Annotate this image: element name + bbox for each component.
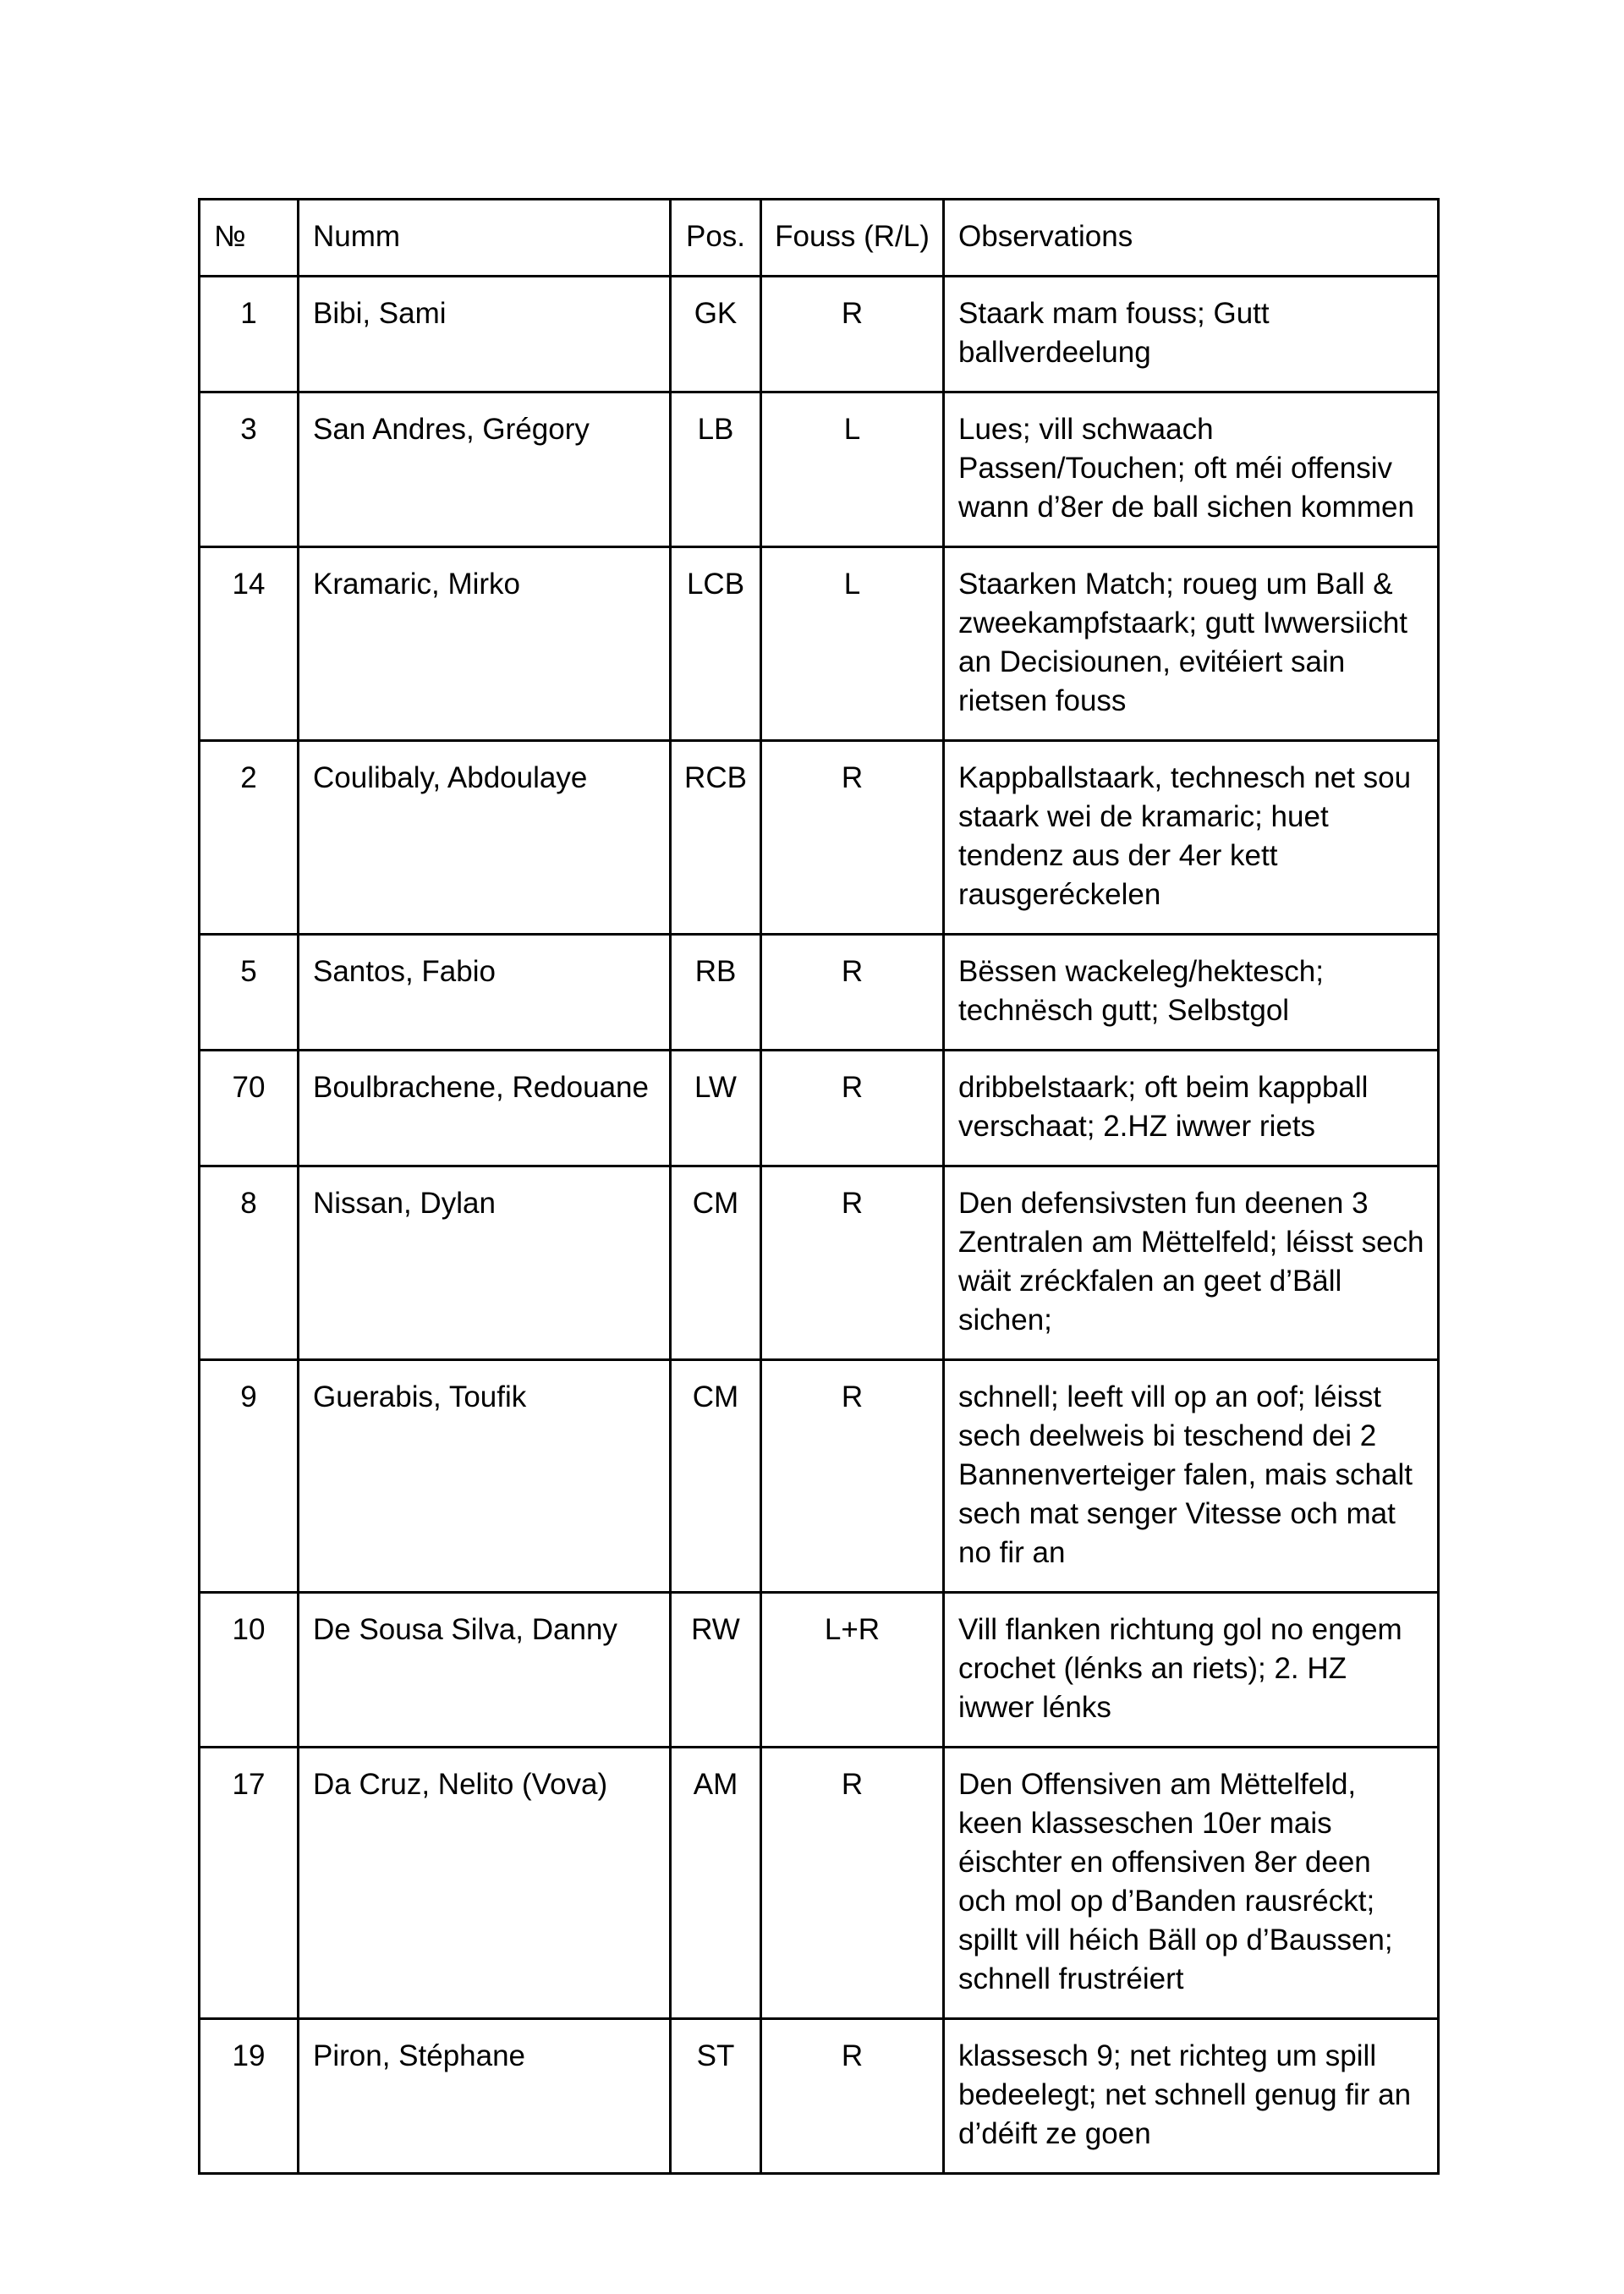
table-row bbox=[200, 1051, 1439, 1166]
cell-name: Kramaric, Mirko bbox=[299, 547, 671, 741]
cell-observations: dribbelstaark; oft beim kappball verschaat; 2.HZ iwwer riets bbox=[944, 1051, 1439, 1166]
table-row bbox=[200, 277, 1439, 392]
cell-foot: R bbox=[761, 277, 944, 392]
cell-name: Coulibaly, Abdoulaye bbox=[299, 741, 671, 935]
table-row bbox=[200, 392, 1439, 547]
cell-observations: Vill flanken richtung gol no engem crochet (lénks an riets); 2. HZ iwwer lénks bbox=[944, 1593, 1439, 1748]
cell-name: San Andres, Grégory bbox=[299, 392, 671, 547]
cell-foot: R bbox=[761, 1051, 944, 1166]
cell-position: CM bbox=[671, 1166, 761, 1360]
cell-position: AM bbox=[671, 1748, 761, 2019]
header-name: Numm bbox=[299, 200, 671, 277]
cell-foot: R bbox=[761, 741, 944, 935]
cell-number: 14 bbox=[200, 547, 299, 741]
cell-number: 2 bbox=[200, 741, 299, 935]
cell-name: De Sousa Silva, Danny bbox=[299, 1593, 671, 1748]
header-position: Pos. bbox=[671, 200, 761, 277]
header-foot: Fouss (R/L) bbox=[761, 200, 944, 277]
cell-number: 3 bbox=[200, 392, 299, 547]
cell-name: Nissan, Dylan bbox=[299, 1166, 671, 1360]
cell-foot: R bbox=[761, 1748, 944, 2019]
cell-foot: R bbox=[761, 1166, 944, 1360]
table-row bbox=[200, 547, 1439, 741]
cell-name: Piron, Stéphane bbox=[299, 2019, 671, 2174]
cell-observations: Bëssen wackeleg/hektesch; technësch gutt; Selbstgol bbox=[944, 935, 1439, 1051]
table-row bbox=[200, 741, 1439, 935]
table-row bbox=[200, 1166, 1439, 1360]
cell-position: RW bbox=[671, 1593, 761, 1748]
cell-number: 5 bbox=[200, 935, 299, 1051]
cell-observations: Den defensivsten fun deenen 3 Zentralen am Mëttelfeld; léisst sech wäit zréckfalen an geet d’Bäll sichen; bbox=[944, 1166, 1439, 1360]
table-row bbox=[200, 1360, 1439, 1593]
cell-number: 17 bbox=[200, 1748, 299, 2019]
cell-foot: R bbox=[761, 2019, 944, 2174]
cell-position: CM bbox=[671, 1360, 761, 1593]
cell-number: 70 bbox=[200, 1051, 299, 1166]
cell-observations: Den Offensiven am Mëttelfeld, keen klasseschen 10er mais éischter en offensiven 8er deen och mol op d’Banden rausréckt; spillt vill héich Bäll op d’Baussen; schnell frustréiert bbox=[944, 1748, 1439, 2019]
cell-position: LW bbox=[671, 1051, 761, 1166]
table-row bbox=[200, 1748, 1439, 2019]
cell-number: 8 bbox=[200, 1166, 299, 1360]
cell-observations: Kappballstaark, technesch net sou staark wei de kramaric; huet tendenz aus der 4er kett rausgeréckelen bbox=[944, 741, 1439, 935]
cell-name: Santos, Fabio bbox=[299, 935, 671, 1051]
cell-foot: L bbox=[761, 392, 944, 547]
table-row bbox=[200, 935, 1439, 1051]
cell-foot: R bbox=[761, 1360, 944, 1593]
cell-observations: Staark mam fouss; Gutt ballverdeelung bbox=[944, 277, 1439, 392]
table-row bbox=[200, 2019, 1439, 2174]
cell-name: Boulbrachene, Redouane bbox=[299, 1051, 671, 1166]
cell-observations: Staarken Match; roueg um Ball & zweekampfstaark; gutt Iwwersiicht an Decisiounen, evitéiert sain rietsen fouss bbox=[944, 547, 1439, 741]
table-header-row bbox=[200, 200, 1439, 277]
cell-position: LCB bbox=[671, 547, 761, 741]
cell-observations: Lues; vill schwaach Passen/Touchen; oft méi offensiv wann d’8er de ball sichen kommen bbox=[944, 392, 1439, 547]
cell-position: GK bbox=[671, 277, 761, 392]
cell-position: RCB bbox=[671, 741, 761, 935]
cell-number: 10 bbox=[200, 1593, 299, 1748]
table-row bbox=[200, 1593, 1439, 1748]
player-scouting-table bbox=[198, 198, 1440, 2175]
cell-name: Bibi, Sami bbox=[299, 277, 671, 392]
header-observations: Observations bbox=[944, 200, 1439, 277]
cell-observations: klassesch 9; net richteg um spill bedeelegt; net schnell genug fir an d’déift ze goen bbox=[944, 2019, 1439, 2174]
cell-position: RB bbox=[671, 935, 761, 1051]
cell-observations: schnell; leeft vill op an oof; léisst sech deelweis bi teschend dei 2 Bannenverteiger falen, mais schalt sech mat senger Vitesse och mat no fir an bbox=[944, 1360, 1439, 1593]
cell-number: 19 bbox=[200, 2019, 299, 2174]
cell-foot: R bbox=[761, 935, 944, 1051]
cell-number: 9 bbox=[200, 1360, 299, 1593]
cell-number: 1 bbox=[200, 277, 299, 392]
cell-foot: L bbox=[761, 547, 944, 741]
cell-position: LB bbox=[671, 392, 761, 547]
header-number: № bbox=[200, 200, 299, 277]
cell-name: Guerabis, Toufik bbox=[299, 1360, 671, 1593]
cell-name: Da Cruz, Nelito (Vova) bbox=[299, 1748, 671, 2019]
cell-foot: L+R bbox=[761, 1593, 944, 1748]
cell-position: ST bbox=[671, 2019, 761, 2174]
